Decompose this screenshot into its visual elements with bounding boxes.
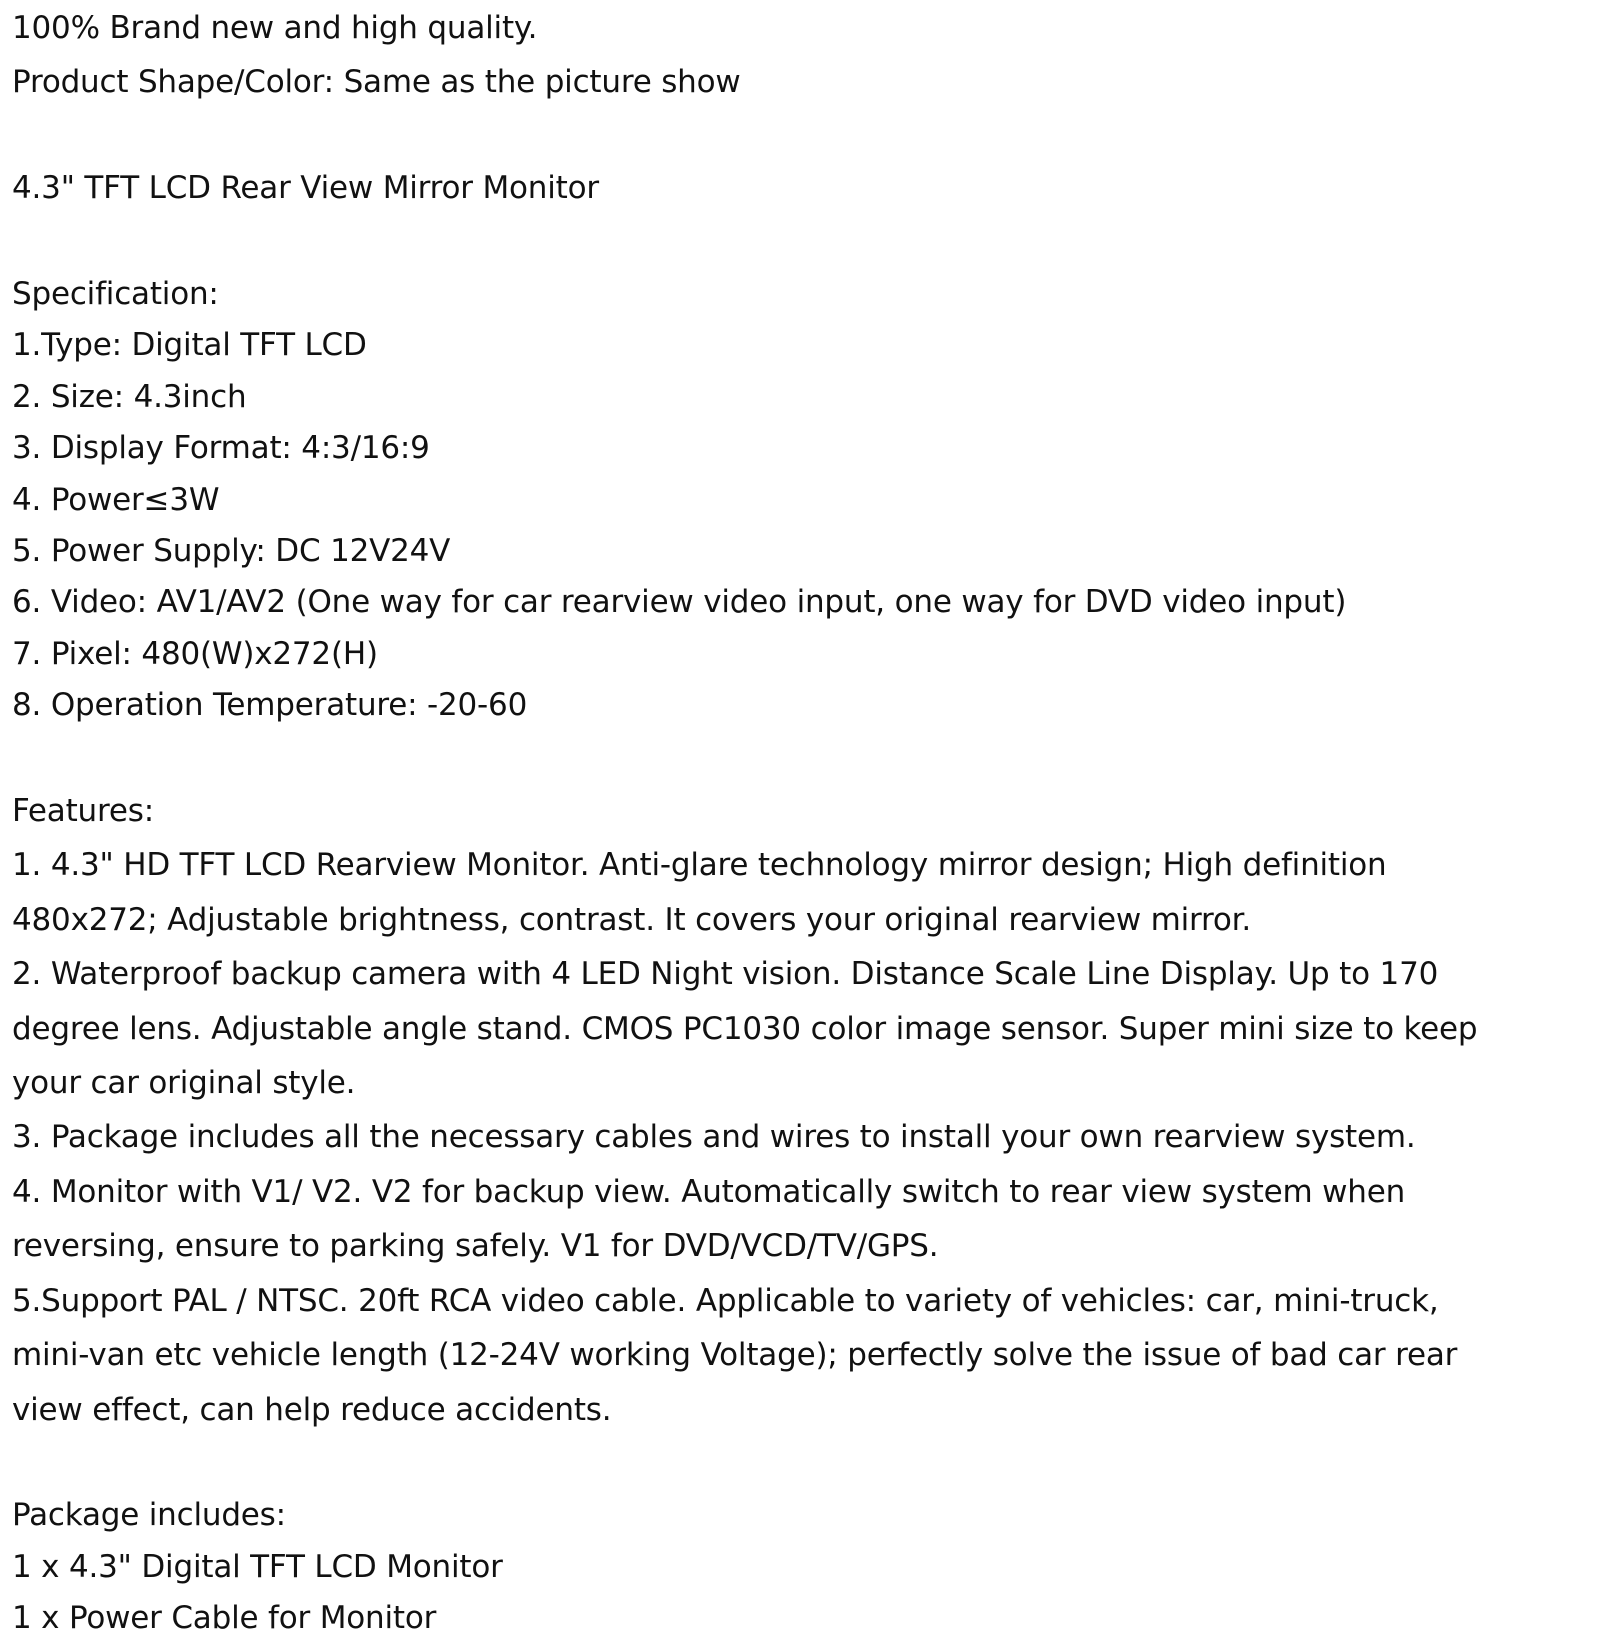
intro-line-shape-color: Product Shape/Color: Same as the picture show [12, 64, 741, 101]
blank-line [12, 109, 1600, 160]
spec-item: 4. Power≤3W [12, 481, 220, 518]
spec-item: 8. Operation Temperature: -20-60 [12, 687, 528, 724]
features-section [12, 786, 1600, 1436]
blank-line [12, 1436, 1600, 1487]
features-heading: Features: [12, 793, 154, 830]
product-description-document [0, 3, 1600, 1637]
specification-heading: Specification: [12, 276, 219, 312]
spec-item: 7. Pixel: 480(W)x272(H) [12, 635, 378, 672]
package-item: 1 x 4.3" Digital TFT LCD Monitor [12, 1548, 503, 1585]
package-section [12, 1490, 1600, 1644]
intro-line-quality: 100% Brand new and high quality. [12, 10, 538, 46]
package-heading: Package includes: [12, 1497, 286, 1534]
intro-section [12, 3, 1600, 109]
specification-list [12, 320, 1600, 731]
spec-item: 6. Video: AV1/AV2 (One way for car rearview video input, one way for DVD video input) [12, 584, 1347, 621]
features-line: 1. 4.3" HD TFT LCD Rearview Monitor. Anti-glare technology mirror design; High definition [12, 847, 1387, 884]
features-line: 2. Waterproof backup camera with 4 LED Night vision. Distance Scale Line Display. Up to 170 [12, 956, 1439, 993]
features-line: view effect, can help reduce accidents. [12, 1391, 612, 1428]
features-line: mini-van etc vehicle length (12-24V working Voltage); perfectly solve the issue of bad car rear [12, 1337, 1458, 1374]
spec-item: 1.Type: Digital TFT LCD [12, 327, 367, 364]
spec-item: 2. Size: 4.3inch [12, 378, 247, 415]
package-list [12, 1542, 1600, 1645]
features-line: 480x272; Adjustable brightness, contrast. It covers your original rearview mirror. [12, 901, 1252, 938]
package-item: 1 x Power Cable for Monitor [12, 1600, 437, 1637]
spec-item: 5. Power Supply: DC 12V24V [12, 533, 451, 570]
spec-item: 3. Display Format: 4:3/16:9 [12, 430, 430, 467]
product-title: 4.3" TFT LCD Rear View Mirror Monitor [12, 170, 599, 207]
blank-line [12, 215, 1600, 266]
features-line: reversing, ensure to parking safely. V1 for DVD/VCD/TV/GPS. [12, 1228, 939, 1265]
specification-section [12, 269, 1600, 732]
blank-line [12, 732, 1600, 783]
features-line: degree lens. Adjustable angle stand. CMOS PC1030 color image sensor. Super mini size to keep [12, 1010, 1478, 1047]
features-line: your car original style. [12, 1065, 356, 1102]
features-line: 5.Support PAL / NTSC. 20ft RCA video cable. Applicable to variety of vehicles: car, mini-truck, [12, 1282, 1439, 1319]
features-line: 3. Package includes all the necessary cables and wires to install your own rearview system. [12, 1119, 1416, 1156]
features-line: 4. Monitor with V1/ V2. V2 for backup view. Automatically switch to rear view system when [12, 1173, 1406, 1210]
